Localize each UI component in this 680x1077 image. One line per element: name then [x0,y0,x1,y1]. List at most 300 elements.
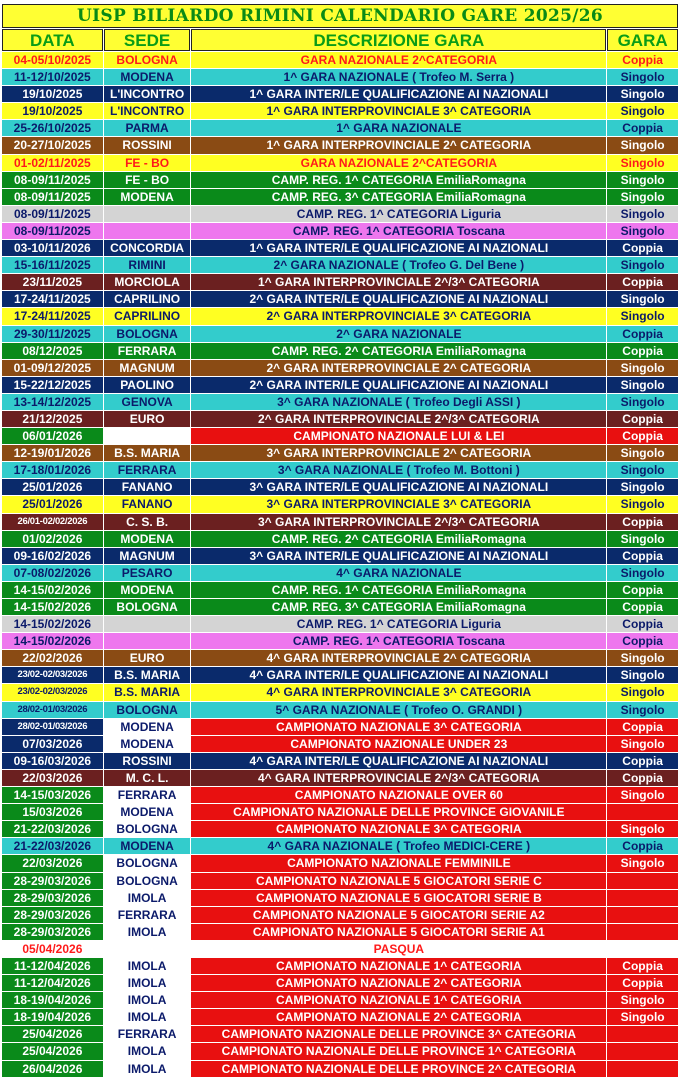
cell-descrizione: CAMP. REG. 2^ CATEGORIA EmiliaRomagna [191,531,606,547]
table-row [2,86,678,102]
cell-gara: Coppia [607,616,678,632]
cell-data: 08/12/2025 [2,343,103,359]
cell-data: 20-27/10/2025 [2,137,103,153]
cell-data: 19/10/2025 [2,86,103,102]
cell-gara: Singolo [607,787,678,803]
cell-sede: CAPRILINO [104,291,191,307]
cell-gara: Singolo [607,462,678,478]
cell-data: 18-19/04/2026 [2,1009,103,1025]
cell-data: 28/02-01/03/2026 [2,702,103,718]
table-row [2,274,678,290]
table-row [2,975,678,991]
cell-descrizione: 2^ GARA INTERPROVINCIALE 2^/3^ CATEGORIA [191,411,606,427]
cell-gara: Singolo [607,189,678,205]
cell-sede: PAOLINO [104,377,191,393]
cell-gara [607,804,678,820]
cell-descrizione: 2^ GARA NAZIONALE ( Trofeo G. Del Bene ) [191,257,606,273]
cell-sede: RIMINI [104,257,191,273]
table-row [2,787,678,803]
cell-gara: Coppia [607,274,678,290]
table-row [2,343,678,359]
cell-descrizione: CAMPIONATO NAZIONALE 5 GIOCATORI SERIE A1 [191,924,606,940]
cell-sede: FANANO [104,479,191,495]
cell-gara: Singolo [607,565,678,581]
cell-descrizione: 2^ GARA INTERPROVINCIALE 2^ CATEGORIA [191,360,606,376]
cell-descrizione: CAMPIONATO NAZIONALE OVER 60 [191,787,606,803]
cell-sede: PESARO [104,565,191,581]
cell-data: 25/04/2026 [2,1026,103,1042]
cell-sede: IMOLA [104,958,191,974]
cell-gara: Singolo [607,496,678,512]
cell-gara: Singolo [607,821,678,837]
table-row [2,479,678,495]
cell-sede [104,428,191,444]
table-row [2,565,678,581]
cell-gara: Coppia [607,240,678,256]
cell-gara: Singolo [607,684,678,700]
cell-descrizione: 1^ GARA NAZIONALE ( Trofeo M. Serra ) [191,69,606,85]
cell-sede: PARMA [104,120,191,136]
table-row [2,736,678,752]
cell-descrizione: 4^ GARA NAZIONALE [191,565,606,581]
cell-descrizione: 2^ GARA NAZIONALE [191,326,606,342]
cell-gara: Singolo [607,360,678,376]
cell-sede: BOLOGNA [104,326,191,342]
cell-descrizione: CAMPIONATO NAZIONALE 1^ CATEGORIA [191,958,606,974]
cell-descrizione: CAMPIONATO NAZIONALE 3^ CATEGORIA [191,719,606,735]
cell-gara: Coppia [607,52,678,68]
cell-descrizione: 1^ GARA INTERPROVINCIALE 3^ CATEGORIA [191,103,606,119]
header-sede: SEDE [104,29,191,51]
cell-gara: Singolo [607,172,678,188]
cell-descrizione: CAMPIONATO NAZIONALE DELLE PROVINCE 3^ CATEGORIA [191,1026,606,1042]
table-row [2,1043,678,1059]
cell-gara: Singolo [607,223,678,239]
cell-data: 11-12/10/2025 [2,69,103,85]
cell-descrizione: 3^ GARA INTERPROVINCIALE 2^ CATEGORIA [191,445,606,461]
cell-data: 06/01/2026 [2,428,103,444]
cell-sede [104,206,191,222]
table-row [2,189,678,205]
cell-sede: M. C. L. [104,770,191,786]
cell-gara: Coppia [607,633,678,649]
cell-data: 28/02-01/03/2026 [2,719,103,735]
cell-data: 15-16/11/2025 [2,257,103,273]
cell-gara: Singolo [607,308,678,324]
cell-sede [104,633,191,649]
cell-descrizione: CAMP. REG. 2^ CATEGORIA EmiliaRomagna [191,343,606,359]
cell-gara [607,924,678,940]
cell-descrizione: CAMP. REG. 1^ CATEGORIA Toscana [191,223,606,239]
cell-gara: Singolo [607,445,678,461]
cell-sede: IMOLA [104,890,191,906]
table-row [2,753,678,769]
cell-sede: BOLOGNA [104,873,191,889]
table-row [2,890,678,906]
cell-data: 03-10/11/2026 [2,240,103,256]
cell-sede: FERRARA [104,462,191,478]
cell-descrizione: CAMPIONATO NAZIONALE 5 GIOCATORI SERIE A2 [191,907,606,923]
cell-sede: BOLOGNA [104,702,191,718]
cell-sede: FE - BO [104,155,191,171]
cell-sede: CAPRILINO [104,308,191,324]
cell-sede: EURO [104,650,191,666]
cell-sede: MODENA [104,69,191,85]
table-row [2,360,678,376]
cell-data: 14-15/02/2026 [2,582,103,598]
cell-sede: MODENA [104,736,191,752]
cell-gara [607,873,678,889]
cell-descrizione: CAMPIONATO NAZIONALE 5 GIOCATORI SERIE B [191,890,606,906]
table-row [2,428,678,444]
cell-gara: Coppia [607,599,678,615]
header-gara: GARA [607,29,678,51]
cell-gara: Singolo [607,650,678,666]
cell-sede: MODENA [104,531,191,547]
table-row [2,821,678,837]
cell-sede: IMOLA [104,1043,191,1059]
cell-sede: ROSSINI [104,137,191,153]
cell-descrizione: CAMP. REG. 1^ CATEGORIA EmiliaRomagna [191,582,606,598]
cell-data: 28-29/03/2026 [2,890,103,906]
table-row [2,548,678,564]
cell-descrizione: CAMP. REG. 1^ CATEGORIA Liguria [191,206,606,222]
cell-gara: Singolo [607,394,678,410]
cell-gara: Coppia [607,838,678,854]
cell-descrizione: 2^ GARA INTER/LE QUALIFICAZIONE AI NAZIONALI [191,291,606,307]
table-row [2,172,678,188]
cell-sede: IMOLA [104,924,191,940]
cell-data: 12-19/01/2026 [2,445,103,461]
cell-gara: Coppia [607,326,678,342]
cell-gara: Coppia [607,428,678,444]
cell-sede: FERRARA [104,343,191,359]
cell-data: 14-15/03/2026 [2,787,103,803]
table-row [2,52,678,68]
header-descrizione: DESCRIZIONE GARA [191,29,606,51]
cell-gara [607,1043,678,1059]
cell-descrizione: CAMPIONATO NAZIONALE 1^ CATEGORIA [191,992,606,1008]
cell-data: 07-08/02/2026 [2,565,103,581]
cell-sede: ROSSINI [104,753,191,769]
cell-descrizione: CAMPIONATO NAZIONALE 5 GIOCATORI SERIE C [191,873,606,889]
table-row [2,514,678,530]
cell-gara [607,907,678,923]
table-row [2,873,678,889]
cell-descrizione: 3^ GARA NAZIONALE ( Trofeo M. Bottoni ) [191,462,606,478]
cell-sede [104,223,191,239]
cell-sede: FERRARA [104,907,191,923]
table-row [2,855,678,871]
table-row [2,69,678,85]
cell-gara: Singolo [607,257,678,273]
cell-data: 14-15/02/2026 [2,599,103,615]
cell-gara: Singolo [607,155,678,171]
cell-gara: Singolo [607,103,678,119]
cell-descrizione: 1^ GARA INTERPROVINCIALE 2^ CATEGORIA [191,137,606,153]
cell-gara: Singolo [607,1009,678,1025]
cell-data: 08-09/11/2025 [2,206,103,222]
cell-sede: IMOLA [104,1061,191,1077]
table-row [2,719,678,735]
table-row [2,394,678,410]
table-row [2,240,678,256]
cell-sede: MAGNUM [104,548,191,564]
cell-data: 19/10/2025 [2,103,103,119]
cell-data: 09-16/02/2026 [2,548,103,564]
cell-data: 11-12/04/2026 [2,975,103,991]
cell-sede: MODENA [104,719,191,735]
cell-data: 07/03/2026 [2,736,103,752]
table-row [2,223,678,239]
cell-data: 29-30/11/2025 [2,326,103,342]
cell-descrizione: CAMPIONATO NAZIONALE DELLE PROVINCE 1^ CATEGORIA [191,1043,606,1059]
cell-gara: Singolo [607,137,678,153]
cell-data: 26/01-02/02/2026 [2,514,103,530]
cell-data: 22/03/2026 [2,855,103,871]
table-row [2,616,678,632]
cell-data: 11-12/04/2026 [2,958,103,974]
cell-descrizione: 4^ GARA INTER/LE QUALIFICAZIONE AI NAZIONALI [191,753,606,769]
table-row [2,445,678,461]
cell-sede: B.S. MARIA [104,667,191,683]
table-row [2,1061,678,1077]
cell-descrizione: 1^ GARA INTER/LE QUALIFICAZIONE AI NAZIONALI [191,86,606,102]
cell-descrizione: 1^ GARA NAZIONALE [191,120,606,136]
cell-gara: Coppia [607,411,678,427]
cell-descrizione: CAMPIONATO NAZIONALE UNDER 23 [191,736,606,752]
cell-sede: L'INCONTRO [104,86,191,102]
cell-data: 17-24/11/2025 [2,308,103,324]
table-row [2,1009,678,1025]
cell-descrizione: CAMP. REG. 3^ CATEGORIA EmiliaRomagna [191,599,606,615]
cell-data: 25-26/10/2025 [2,120,103,136]
cell-gara: Singolo [607,377,678,393]
table-row [2,308,678,324]
cell-data: 25/04/2026 [2,1043,103,1059]
cell-sede: L'INCONTRO [104,103,191,119]
cell-gara: Coppia [607,770,678,786]
cell-gara: Singolo [607,86,678,102]
cell-sede: BOLOGNA [104,599,191,615]
cell-gara: Coppia [607,343,678,359]
cell-descrizione: 3^ GARA INTER/LE QUALIFICAZIONE AI NAZIONALI [191,479,606,495]
table-row [2,103,678,119]
cell-gara: Coppia [607,120,678,136]
cell-data: 28-29/03/2026 [2,907,103,923]
cell-descrizione: PASQUA [191,941,606,957]
cell-gara: Singolo [607,479,678,495]
table-row [2,958,678,974]
cell-gara: Singolo [607,291,678,307]
cell-descrizione: 3^ GARA INTER/LE QUALIFICAZIONE AI NAZIONALI [191,548,606,564]
table-row [2,924,678,940]
cell-descrizione: CAMPIONATO NAZIONALE 2^ CATEGORIA [191,1009,606,1025]
cell-gara: Singolo [607,667,678,683]
cell-sede: FANANO [104,496,191,512]
cell-sede: EURO [104,411,191,427]
table-row [2,1026,678,1042]
cell-sede: MODENA [104,582,191,598]
cell-data: 22/03/2026 [2,770,103,786]
cell-descrizione: CAMP. REG. 3^ CATEGORIA EmiliaRomagna [191,189,606,205]
table-row [2,667,678,683]
cell-sede: MODENA [104,838,191,854]
cell-gara: Singolo [607,206,678,222]
cell-sede: BOLOGNA [104,821,191,837]
cell-data: 01-09/12/2025 [2,360,103,376]
header-data: DATA [2,29,103,51]
cell-data: 14-15/02/2026 [2,616,103,632]
cell-descrizione: 3^ GARA NAZIONALE ( Trofeo Degli ASSI ) [191,394,606,410]
cell-descrizione: 4^ GARA INTERPROVINCIALE 2^/3^ CATEGORIA [191,770,606,786]
cell-gara: Singolo [607,702,678,718]
cell-sede: BOLOGNA [104,855,191,871]
table-row [2,257,678,273]
cell-gara: Coppia [607,975,678,991]
cell-sede: MORCIOLA [104,274,191,290]
cell-data: 23/02-02/03/2026 [2,667,103,683]
table-row [2,770,678,786]
cell-sede: FE - BO [104,172,191,188]
cell-data: 04-05/10/2025 [2,52,103,68]
table-row [2,702,678,718]
cell-descrizione: CAMP. REG. 1^ CATEGORIA Toscana [191,633,606,649]
cell-data: 08-09/11/2025 [2,172,103,188]
table-row [2,462,678,478]
table-row [2,650,678,666]
cell-sede: MODENA [104,189,191,205]
cell-sede: B.S. MARIA [104,684,191,700]
cell-descrizione: 1^ GARA INTERPROVINCIALE 2^/3^ CATEGORIA [191,274,606,290]
cell-data: 13-14/12/2025 [2,394,103,410]
cell-sede: MODENA [104,804,191,820]
cell-data: 14-15/02/2026 [2,633,103,649]
table-row [2,992,678,1008]
cell-gara: Singolo [607,855,678,871]
cell-descrizione: 4^ GARA INTERPROVINCIALE 3^ CATEGORIA [191,684,606,700]
cell-descrizione: 4^ GARA INTERPROVINCIALE 2^ CATEGORIA [191,650,606,666]
cell-descrizione: 4^ GARA INTER/LE QUALIFICAZIONE AI NAZIONALI [191,667,606,683]
cell-gara [607,1026,678,1042]
cell-data: 08-09/11/2025 [2,223,103,239]
cell-descrizione: CAMPIONATO NAZIONALE LUI & LEI [191,428,606,444]
cell-sede [104,616,191,632]
cell-gara: Coppia [607,548,678,564]
cell-descrizione: 3^ GARA INTERPROVINCIALE 3^ CATEGORIA [191,496,606,512]
cell-sede: GENOVA [104,394,191,410]
table-row [2,411,678,427]
cell-gara: Coppia [607,719,678,735]
table-row [2,531,678,547]
cell-data: 23/02-02/03/2026 [2,684,103,700]
table-row [2,582,678,598]
cell-data: 26/04/2026 [2,1061,103,1077]
cell-sede: C. S. B. [104,514,191,530]
cell-descrizione: 4^ GARA NAZIONALE ( Trofeo MEDICI-CERE ) [191,838,606,854]
cell-data: 21/12/2025 [2,411,103,427]
cell-descrizione: 2^ GARA INTER/LE QUALIFICAZIONE AI NAZIONALI [191,377,606,393]
cell-sede: FERRARA [104,787,191,803]
table-row [2,496,678,512]
cell-descrizione: GARA NAZIONALE 2^CATEGORIA [191,52,606,68]
cell-sede: FERRARA [104,1026,191,1042]
cell-sede: MAGNUM [104,360,191,376]
cell-gara: Singolo [607,736,678,752]
cell-gara [607,941,678,957]
cell-sede: IMOLA [104,975,191,991]
cell-gara: Singolo [607,69,678,85]
table-row [2,291,678,307]
cell-sede [104,941,191,957]
table-row [2,120,678,136]
cell-data: 15/03/2026 [2,804,103,820]
cell-gara: Singolo [607,992,678,1008]
cell-data: 21-22/03/2026 [2,821,103,837]
cell-descrizione: CAMPIONATO NAZIONALE DELLE PROVINCE GIOVANILE [191,804,606,820]
cell-data: 21-22/03/2026 [2,838,103,854]
cell-data: 22/02/2026 [2,650,103,666]
cell-descrizione: CAMP. REG. 1^ CATEGORIA EmiliaRomagna [191,172,606,188]
table-row [2,804,678,820]
cell-descrizione: CAMPIONATO NAZIONALE 3^ CATEGORIA [191,821,606,837]
cell-sede: IMOLA [104,1009,191,1025]
cell-descrizione: CAMPIONATO NAZIONALE 2^ CATEGORIA [191,975,606,991]
cell-data: 08-09/11/2025 [2,189,103,205]
cell-sede: B.S. MARIA [104,445,191,461]
cell-descrizione: CAMP. REG. 1^ CATEGORIA Liguria [191,616,606,632]
cell-data: 25/01/2026 [2,496,103,512]
cell-gara: Singolo [607,531,678,547]
cell-descrizione: 5^ GARA NAZIONALE ( Trofeo O. GRANDI ) [191,702,606,718]
cell-data: 15-22/12/2025 [2,377,103,393]
table-row [2,599,678,615]
table-row [2,838,678,854]
table-row [2,377,678,393]
cell-data: 17-18/01/2026 [2,462,103,478]
cell-descrizione: 1^ GARA INTER/LE QUALIFICAZIONE AI NAZIONALI [191,240,606,256]
cell-gara: Coppia [607,514,678,530]
page-title: UISP BILIARDO RIMINI CALENDARIO GARE 2025/26 [2,4,678,28]
table-row [2,155,678,171]
cell-gara [607,1061,678,1077]
cell-gara [607,890,678,906]
cell-descrizione: CAMPIONATO NAZIONALE FEMMINILE [191,855,606,871]
calendar-table-body [2,52,678,1077]
cell-gara: Coppia [607,582,678,598]
cell-sede: CONCORDIA [104,240,191,256]
table-row [2,684,678,700]
cell-data: 28-29/03/2026 [2,924,103,940]
cell-data: 01/02/2026 [2,531,103,547]
cell-descrizione: 2^ GARA INTERPROVINCIALE 3^ CATEGORIA [191,308,606,324]
cell-gara: Coppia [607,753,678,769]
cell-data: 18-19/04/2026 [2,992,103,1008]
cell-descrizione: CAMPIONATO NAZIONALE DELLE PROVINCE 2^ CATEGORIA [191,1061,606,1077]
cell-data: 28-29/03/2026 [2,873,103,889]
table-row [2,206,678,222]
table-row [2,137,678,153]
table-header [2,29,678,51]
cell-data: 01-02/11/2025 [2,155,103,171]
cell-data: 09-16/03/2026 [2,753,103,769]
cell-data: 25/01/2026 [2,479,103,495]
cell-descrizione: 3^ GARA INTERPROVINCIALE 2^/3^ CATEGORIA [191,514,606,530]
cell-sede: IMOLA [104,992,191,1008]
cell-data: 23/11/2025 [2,274,103,290]
table-row [2,326,678,342]
cell-data: 05/04/2026 [2,941,103,957]
